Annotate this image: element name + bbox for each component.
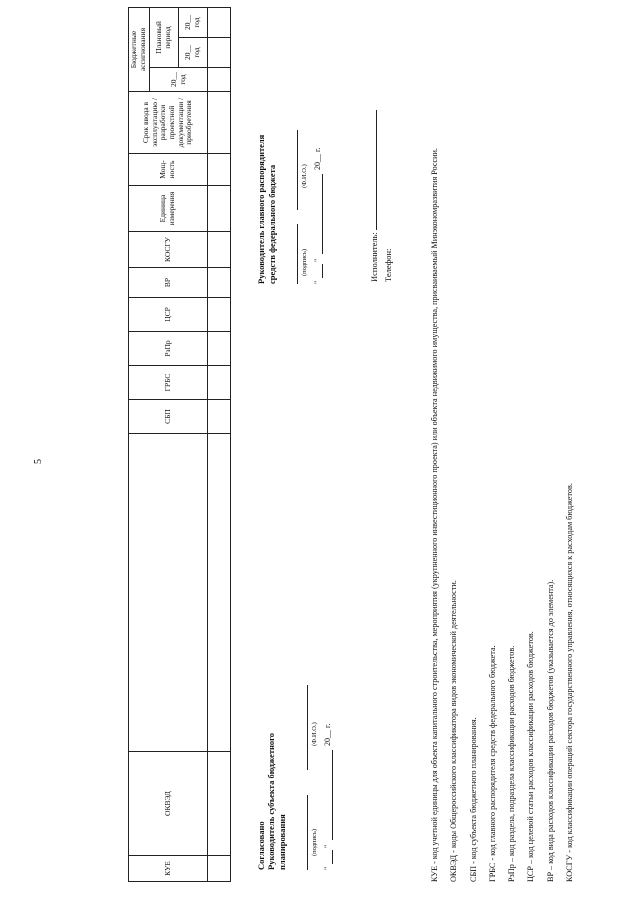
cell [208,366,231,400]
cell [208,434,231,752]
cell [208,856,231,882]
legend-item-csr: ЦСР – код целевой статьи расходов классификации расходов бюджетов. [526,631,536,882]
cell [208,332,231,366]
legend-item-sbp: СБП - код субъекта бюджетного планирования. [468,717,478,882]
header-unit: Единица измерения [129,186,208,232]
right-day-line [313,264,323,278]
left-signature-block [256,680,337,870]
rotated-page [48,10,608,890]
executor-label: Исполнитель: [369,232,379,282]
cell [208,92,231,154]
header-kosgu: КОСГУ [129,232,208,268]
header-kue: КУЕ [129,856,208,882]
right-signature-lines [287,104,301,284]
left-name-line [297,685,308,770]
legend-item-rzpr: РзПр – код раздела, подраздела классификации расходов бюджетов. [507,645,516,882]
cell [208,752,231,856]
legend [430,22,584,882]
header-vr: ВР [129,268,208,298]
left-quote-close: " [323,844,333,848]
right-signature-block [256,104,327,284]
left-quote-open: " [323,866,333,870]
right-name-line [287,130,298,210]
header-term: Срок ввода в эксплуатацию / разработки проектной документации / приобретения [129,92,208,154]
cell [208,298,231,332]
left-year: 20__ г. [323,723,333,746]
legend-item-kosgu: КОСГУ - код классификации операций сектора государственного управления, относящихся к расходам бюджетов. [564,483,574,882]
left-sign-line [297,795,308,870]
header-capacity: Мощ-ность [129,154,208,186]
left-signature-lines [297,680,311,870]
budget-table [128,7,231,882]
right-sign-line [287,224,298,284]
header-year-current: 20__ год [150,68,208,92]
phone-label: Телефон: [382,248,393,282]
cell [208,38,231,68]
page-number: 5 [33,459,44,464]
header-year-next1: 20__ год [179,38,208,68]
left-name-caption: (Ф.И.О.) [311,722,319,746]
legend-item-kue: КУЕ - код учетной единицы для объекта капитального строительства, мероприятия (укрупненного инвестиционного проекта) или объекта недвижимого имущества, присваиваемый Минэкономразвития России. [430,148,439,882]
cell [208,400,231,434]
header-csr: ЦСР [129,298,208,332]
header-grbs: ГРБС [129,366,208,400]
cell [208,232,231,268]
header-budget-allocations: Бюджетные ассигнования [129,7,150,91]
right-sign-caption: (подпись) [301,249,309,276]
header-sbp: СБП [129,400,208,434]
left-signature-role: Руководитель субъекта бюджетного планирования [266,732,287,870]
left-date-row [323,680,337,870]
agreed-label: Согласовано [256,821,266,870]
header-okved: ОКВЭД [129,752,208,856]
header-planned-period: Плановый период [150,7,179,67]
executor-line [368,110,377,230]
right-quote-open: " [313,280,323,284]
header-rzpr: РзПр [129,332,208,366]
right-signature-role: Руководитель главного распорядителя средств федерального бюджета [256,134,277,284]
header-year-next2: 20__ год [179,7,208,37]
legend-item-grbs: ГРБС - код главного распорядителя средств федерального бюджета. [487,645,497,882]
cell [208,7,231,37]
right-quote-close: " [313,258,323,262]
right-date-row [313,104,327,284]
left-day-line [323,850,333,864]
table-row [208,7,231,881]
right-month-line [313,174,323,254]
cell [208,186,231,232]
cell [208,268,231,298]
legend-item-vr: ВР – код вида расходов классификации расходов бюджетов (указывается до элемента). [545,579,555,882]
left-month-line [323,750,333,840]
right-name-caption: (Ф.И.О.) [301,164,309,188]
executor-block [368,110,395,282]
header-blank [129,434,208,752]
right-year: 20__ г. [313,147,323,170]
cell [208,68,231,92]
legend-item-okved: ОКВЭД - коды Общероссийского классификатора видов экономической деятельности. [449,580,459,882]
cell [208,154,231,186]
left-sign-caption: (подпись) [311,829,319,856]
